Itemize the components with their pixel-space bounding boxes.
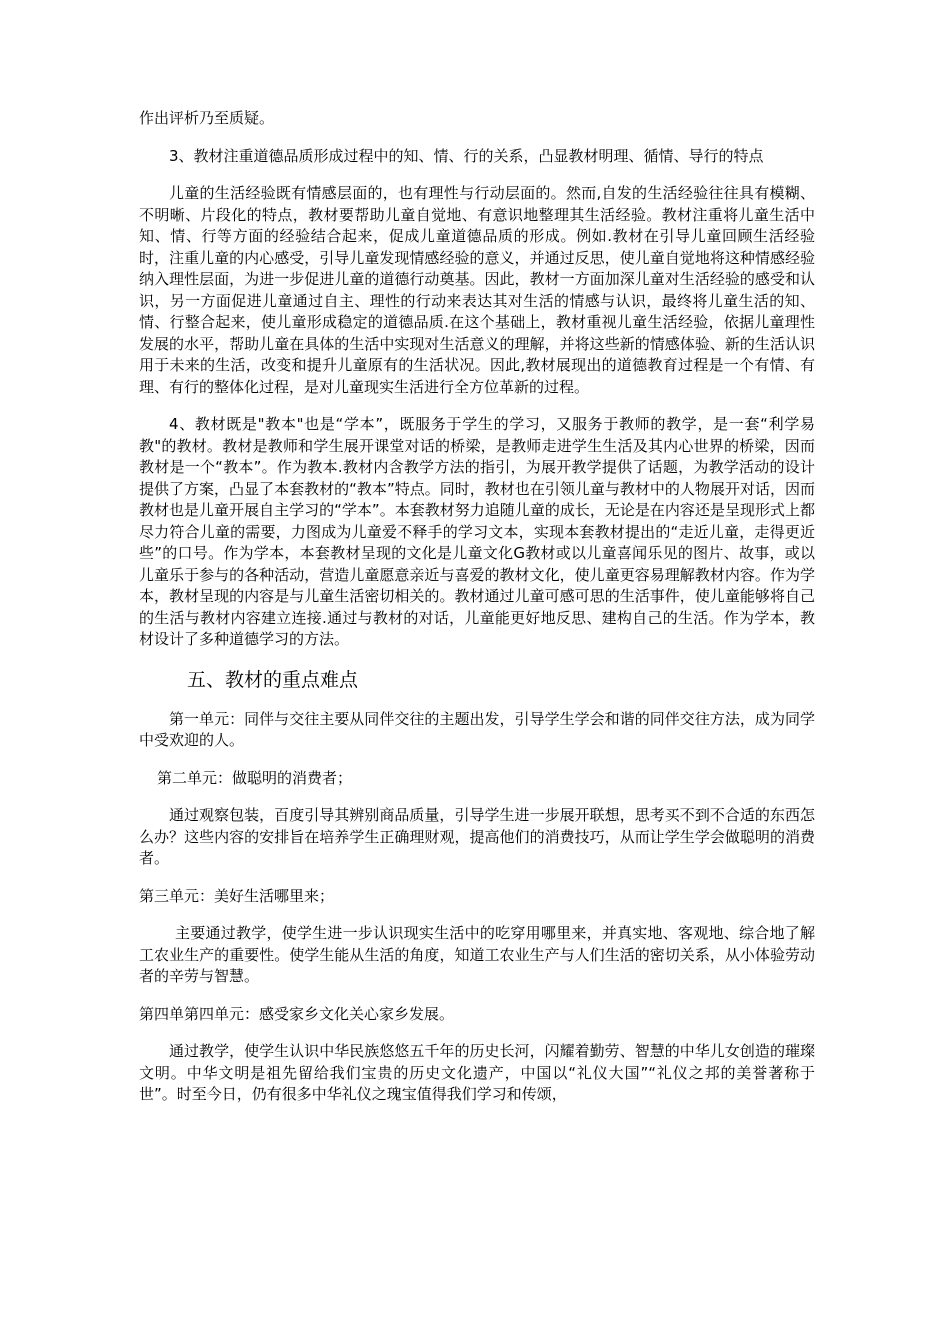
- paragraph-unit-1: 第一单元：同伴与交往主要从同伴交往的主题出发，引导学生学会和谐的同伴交往方法，成为同学中受欢迎的人。: [139, 709, 815, 749]
- section-heading: 五、教材的重点难点: [187, 668, 359, 691]
- paragraph-unit-4-title: 第四单第四单元：感受家乡文化关心家乡发展。: [139, 1004, 455, 1023]
- paragraph-life-experience: 儿童的生活经验既有情感层面的，也有理性与行动层面的。然而,自发的生活经验往往具有模糊、不明晰、片段化的特点，教材要帮助儿童自觉地、有意识地整理其生活经验。教材注重将儿童生活中知、情、行等方面的经验结合起来，促成儿童道德品质的形成。例如.教材在引导儿童回顾生活经验时，注重儿童的内心感受，引导儿童发现情感经验的意义，并通过反思，使儿童自觉地将这种情感经验纳入理性层面，为进一步促进儿童的道德行动奠基。因此，教材一方面加深儿童对生活经验的感受和认识，另一方面促进儿童通过自主、理性的行动来表达其对生活的情感与认识，最终将儿童生活的知、情、行整合起来，使儿童形成稳定的道德品质.在这个基础上，教材重视儿童生活经验，依据儿童理性发展的水平，帮助儿童在具体的生活中实现对生活意义的理解，并将这些新的情感体验、新的生活认识用于未来的生活，改变和提升儿童原有的生活状况。因此,教材展现出的道德教育过程是一个有情、有理、有行的整体化过程，是对儿童现实生活进行全方位革新的过程。: [139, 184, 815, 396]
- paragraph-continuation: 作出评析乃至质疑。: [139, 109, 275, 127]
- paragraph-point-3: 3、教材注重道德品质形成过程中的知、情、行的关系，凸显教材明理、循情、导行的特点: [169, 146, 764, 165]
- document-page: [139, 108, 815, 1122]
- paragraph-unit-2-title: 第二单元：做聪明的消费者；: [157, 768, 353, 787]
- paragraph-point-4: 4、教材既是"教本"也是“学本”，既服务于学生的学习，又服务于教师的教学，是一套“利学易教"的教材。教材是教师和学生展开课堂对话的桥梁，是教师走进学生生活及其内心世界的桥梁，因而教材是一个“教本”。作为教本.教材内含教学方法的指引，为展开教学提供了话题，为教学活动的设计提供了方案，凸显了本套教材的“教本”特点。同时，教材也在引领儿童与教材中的人物展开对话，因而教材也是儿童开展自主学习的“学本”。本套教材努力追随儿童的成长，无论是在内容还是呈现形式上都尽力符合儿童的需要，力图成为儿童爱不释手的学习文本，实现本套教材提出的“走近儿童，走得更近些”的口号。作为学本，本套教材呈现的文化是儿童文化G教材或以儿童喜闻乐见的图片、故事，或以儿童乐于参与的各种活动，营造儿童愿意亲近与喜爱的教材文化，使儿童更容易理解教材内容。作为学本，教材呈现的内容是与儿童生活密切相关的。教材通过儿童可感可思的生活事件，使儿童能够将自己的生活与教材内容建立连接.通过与教材的对话，儿童能更好地反思、建构自己的生活。作为学本，教材设计了多种道德学习的方法。: [139, 415, 815, 648]
- paragraph-unit-4-body: 通过教学，使学生认识中华民族悠悠五千年的历史长河，闪耀着勤劳、智慧的中华儿女创造的璀璨文明。中华文明是祖先留给我们宝贵的历史文化遗产，中国以“礼仪大国”“礼仪之邦的美誉著称于世”。时至今日，仍有很多中华礼仪之瑰宝值得我们学习和传颂，: [139, 1042, 815, 1103]
- paragraph-unit-3-title: 第三单元：美好生活哪里来；: [139, 886, 335, 905]
- paragraph-unit-2-body: 通过观察包装，百度引导其辨别商品质量，引导学生进一步展开联想，思考买不到不合适的东西怎么办？这些内容的安排旨在培养学生正确理财观，提高他们的消费技巧，从而让学生学会做聪明的消费者。: [139, 806, 815, 867]
- paragraph-unit-3-body: 主要通过教学，使学生进一步认识现实生活中的吃穿用哪里来，并真实地、客观地、综合地了解工农业生产的重要性。使学生能从生活的角度，知道工农业生产与人们生活的密切关系，从小体验劳动者的辛劳与智慧。: [139, 924, 815, 985]
